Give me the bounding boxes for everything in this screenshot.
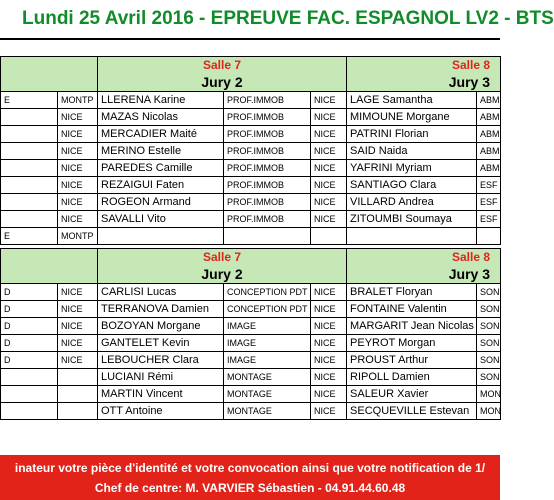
cell-candidate-room8: PATRINI Florian [347, 126, 477, 143]
room-8-label: Salle 8 [451, 58, 491, 72]
cell-city-room7: NICE [311, 92, 347, 109]
cell-track-room7: PROF.IMMOB [224, 177, 311, 194]
cell-code: D [1, 335, 58, 352]
cell-code: D [1, 318, 58, 335]
cell-candidate-room7: LUCIANI Rémi [98, 369, 224, 386]
table-row [1, 126, 501, 143]
cell-track-room8: ABM [477, 143, 501, 160]
header-blank-cell [1, 57, 98, 92]
cell-city-room7: NICE [311, 318, 347, 335]
cell-city [58, 369, 98, 386]
table-row [1, 211, 501, 228]
cell-city [58, 386, 98, 403]
cell-track-room8: ESF [477, 194, 501, 211]
cell-city: NICE [58, 194, 98, 211]
cell-candidate-room7: SAVALLI Vito [98, 211, 224, 228]
cell-candidate-room7: PAREDES Camille [98, 160, 224, 177]
table-row [1, 284, 501, 301]
cell-track-room7: CONCEPTION PDT [224, 284, 311, 301]
room-8-header [347, 57, 501, 92]
cell-city: NICE [58, 160, 98, 177]
cell-city: NICE [58, 211, 98, 228]
cell-code [1, 126, 58, 143]
cell-city-room7: NICE [311, 194, 347, 211]
table-row [1, 301, 501, 318]
cell-candidate-room8: MARGARIT Jean Nicolas [347, 318, 477, 335]
cell-candidate-room8: PEYROT Morgan [347, 335, 477, 352]
cell-city: NICE [58, 318, 98, 335]
cell-code: E [1, 92, 58, 109]
cell-city-room7: NICE [311, 352, 347, 369]
cell-candidate-room7: OTT Antoine [98, 403, 224, 420]
cell-city-room7: NICE [311, 160, 347, 177]
jury-2-label: Jury 2 [201, 266, 243, 282]
cell-track-room8: SON [477, 369, 501, 386]
cell-city-room7: NICE [311, 211, 347, 228]
cell-track-room8: ABM [477, 92, 501, 109]
cell-city: NICE [58, 284, 98, 301]
cell-city-room7 [311, 228, 347, 245]
cell-city-room7: NICE [311, 369, 347, 386]
cell-city-room7: NICE [311, 143, 347, 160]
cell-code: D [1, 352, 58, 369]
cell-candidate-room7 [98, 228, 224, 245]
cell-city: NICE [58, 352, 98, 369]
cell-city-room7: NICE [311, 301, 347, 318]
cell-candidate-room7: REZAIGUI Faten [98, 177, 224, 194]
cell-candidate-room8: VILLARD Andrea [347, 194, 477, 211]
cell-track-room8: MON [477, 386, 501, 403]
room-7-label: Salle 7 [202, 58, 242, 72]
cell-code [1, 143, 58, 160]
cell-track-room7: PROF.IMMOB [224, 109, 311, 126]
cell-code: D [1, 301, 58, 318]
cell-track-room8: SON [477, 335, 501, 352]
room-7-label: Salle 7 [202, 250, 242, 264]
cell-candidate-room8: BRALET Floryan [347, 284, 477, 301]
cell-city: NICE [58, 126, 98, 143]
table-row [1, 177, 501, 194]
table-row [1, 335, 501, 352]
cell-candidate-room7: MARTIN Vincent [98, 386, 224, 403]
cell-track-room8: SON [477, 301, 501, 318]
cell-code [1, 386, 58, 403]
cell-candidate-room8: ZITOUMBI Soumaya [347, 211, 477, 228]
cell-track-room8: ESF [477, 177, 501, 194]
cell-track-room8 [477, 228, 501, 245]
cell-code: E [1, 228, 58, 245]
schedule-table-1 [0, 56, 501, 245]
table-row [1, 109, 501, 126]
cell-candidate-room7: LLERENA Karine [98, 92, 224, 109]
cell-code [1, 369, 58, 386]
cell-code [1, 403, 58, 420]
table-row [1, 352, 501, 369]
cell-track-room8: SON [477, 318, 501, 335]
cell-track-room7: IMAGE [224, 352, 311, 369]
cell-candidate-room8: PROUST Arthur [347, 352, 477, 369]
cell-track-room7: PROF.IMMOB [224, 211, 311, 228]
cell-track-room7: MONTAGE [224, 369, 311, 386]
table-row [1, 92, 501, 109]
cell-candidate-room7: CARLISI Lucas [98, 284, 224, 301]
jury-3-label: Jury 3 [448, 266, 491, 282]
cell-candidate-room7: GANTELET Kevin [98, 335, 224, 352]
cell-code: D [1, 284, 58, 301]
cell-candidate-room7: MERINO Estelle [98, 143, 224, 160]
cell-city [58, 403, 98, 420]
table-row [1, 318, 501, 335]
table-header-row [1, 57, 501, 92]
cell-city-room7: NICE [311, 403, 347, 420]
cell-candidate-room8 [347, 228, 477, 245]
cell-track-room7: IMAGE [224, 318, 311, 335]
table-row [1, 403, 501, 420]
cell-city-room7: NICE [311, 335, 347, 352]
cell-track-room7: MONTAGE [224, 403, 311, 420]
table-row [1, 369, 501, 386]
cell-candidate-room8: MIMOUNE Morgane [347, 109, 477, 126]
table-row [1, 160, 501, 177]
cell-code [1, 177, 58, 194]
cell-candidate-room8: YAFRINI Myriam [347, 160, 477, 177]
cell-code [1, 194, 58, 211]
cell-candidate-room7: MERCADIER Maité [98, 126, 224, 143]
cell-candidate-room8: SECQUEVILLE Estevan [347, 403, 477, 420]
cell-candidate-room7: BOZOYAN Morgane [98, 318, 224, 335]
table-row [1, 194, 501, 211]
jury-2-label: Jury 2 [201, 74, 243, 90]
cell-city-room7: NICE [311, 284, 347, 301]
cell-city-room7: NICE [311, 177, 347, 194]
cell-city: MONTP [58, 228, 98, 245]
title-bar [0, 0, 554, 40]
cell-candidate-room8: SAID Naida [347, 143, 477, 160]
cell-candidate-room8: RIPOLL Damien [347, 369, 477, 386]
cell-track-room7: PROF.IMMOB [224, 160, 311, 177]
cell-track-room8: ESF [477, 211, 501, 228]
room-7-header [98, 249, 347, 284]
cell-city-room7: NICE [311, 126, 347, 143]
cell-track-room8: SON [477, 352, 501, 369]
cell-track-room7: PROF.IMMOB [224, 126, 311, 143]
page-title: Lundi 25 Avril 2016 - EPREUVE FAC. ESPAGNOL LV2 - BTS [22, 8, 554, 29]
table-row [1, 228, 501, 245]
footer-banner [0, 455, 500, 500]
cell-code [1, 160, 58, 177]
room-8-label: Salle 8 [451, 250, 491, 264]
cell-track-room7: PROF.IMMOB [224, 194, 311, 211]
cell-track-room8: ABM [477, 160, 501, 177]
cell-candidate-room7: LEBOUCHER Clara [98, 352, 224, 369]
cell-candidate-room7: ROGEON Armand [98, 194, 224, 211]
table-header-row [1, 249, 501, 284]
cell-candidate-room7: TERRANOVA Damien [98, 301, 224, 318]
cell-city: NICE [58, 143, 98, 160]
footer-instructions: inateur votre pièce d'identité et votre convocation ainsi que votre notification de 1/ [14, 461, 486, 475]
cell-track-room8: SON [477, 284, 501, 301]
cell-city-room7: NICE [311, 386, 347, 403]
cell-track-room8: ABM [477, 126, 501, 143]
cell-city: NICE [58, 109, 98, 126]
spacer-row [0, 40, 500, 56]
cell-track-room7: MONTAGE [224, 386, 311, 403]
cell-candidate-room7: MAZAS Nicolas [98, 109, 224, 126]
cell-city: NICE [58, 177, 98, 194]
cell-candidate-room8: SALEUR Xavier [347, 386, 477, 403]
cell-track-room7: PROF.IMMOB [224, 143, 311, 160]
cell-code [1, 211, 58, 228]
cell-city: NICE [58, 335, 98, 352]
jury-3-label: Jury 3 [448, 74, 491, 90]
room-7-header [98, 57, 347, 92]
cell-code [1, 109, 58, 126]
cell-track-room7: IMAGE [224, 335, 311, 352]
cell-city: MONTP [58, 92, 98, 109]
footer-contact: Chef de centre: M. VARVIER Sébastien - 04.91.44.60.48 [94, 481, 406, 495]
cell-track-room7 [224, 228, 311, 245]
table-row [1, 386, 501, 403]
cell-candidate-room8: LAGE Samantha [347, 92, 477, 109]
cell-city: NICE [58, 301, 98, 318]
cell-track-room7: CONCEPTION PDT [224, 301, 311, 318]
cell-candidate-room8: SANTIAGO Clara [347, 177, 477, 194]
cell-track-room8: ABM [477, 109, 501, 126]
room-8-header [347, 249, 501, 284]
cell-track-room8: MON [477, 403, 501, 420]
header-blank-cell [1, 249, 98, 284]
cell-track-room7: PROF.IMMOB [224, 92, 311, 109]
cell-candidate-room8: FONTAINE Valentin [347, 301, 477, 318]
cell-city-room7: NICE [311, 109, 347, 126]
table-row [1, 143, 501, 160]
schedule-table-2 [0, 248, 501, 420]
